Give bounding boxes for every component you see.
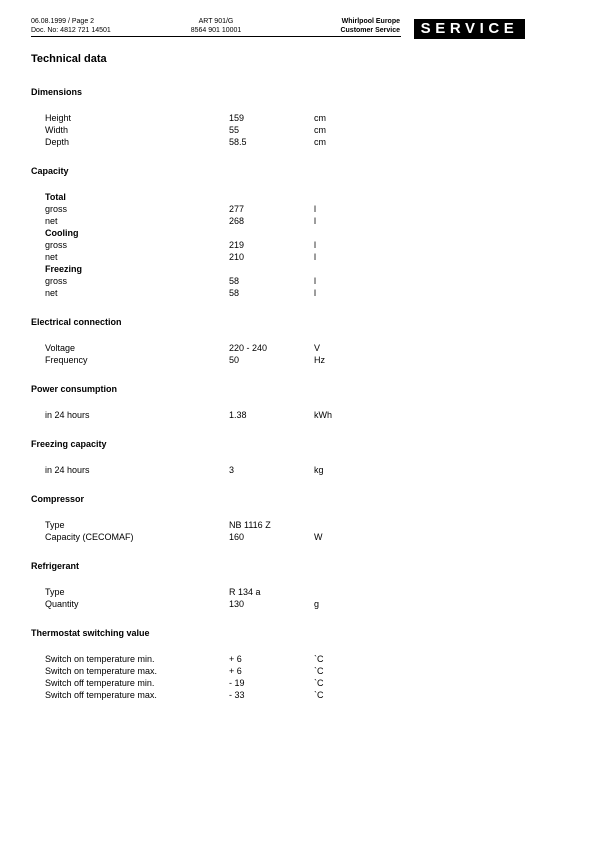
spec-row (0, 653, 595, 665)
spec-value: 58.5 (229, 137, 247, 147)
service-badge: SERVICE (414, 19, 525, 39)
header-part-number: 8564 901 10001 (190, 27, 242, 34)
spec-value: 55 (229, 125, 240, 135)
spec-label: Switch off temperature min. (45, 678, 155, 688)
spec-label: Switch on temperature max. (45, 666, 158, 676)
spec-unit: `C (314, 654, 324, 664)
spec-label: net (45, 252, 58, 262)
spec-value: 277 (229, 204, 245, 214)
spec-label: gross (45, 240, 68, 250)
spec-value: R 134 a (229, 587, 261, 597)
spec-label: Type (45, 520, 65, 530)
spec-row (0, 586, 595, 598)
spec-value: 219 (229, 240, 245, 250)
spec-label: in 24 hours (45, 410, 90, 420)
spec-value: 210 (229, 252, 245, 262)
section-title: Electrical connection (31, 317, 122, 327)
spec-row (0, 409, 595, 421)
spec-unit: V (314, 343, 321, 353)
spec-value: 160 (229, 532, 245, 542)
spec-label: Height (45, 113, 72, 123)
spec-value: - 33 (229, 690, 245, 700)
spec-unit: l (314, 252, 316, 262)
header-right (300, 17, 400, 35)
header-left (31, 17, 111, 35)
spec-label: Width (45, 125, 69, 135)
spec-unit: l (314, 288, 316, 298)
spec-unit: W (314, 532, 323, 542)
header-divider (31, 36, 401, 37)
header-doc-number: Doc. No: 4812 721 14501 (31, 27, 111, 34)
spec-unit: l (314, 276, 316, 286)
spec-value: - 19 (229, 678, 245, 688)
page-title: Technical data (31, 53, 107, 65)
spec-row (0, 112, 595, 124)
spec-label: Total (45, 192, 66, 202)
spec-label: Capacity (CECOMAF) (45, 532, 134, 542)
spec-value: 268 (229, 216, 245, 226)
spec-value: + 6 (229, 666, 242, 676)
spec-label: gross (45, 204, 68, 214)
spec-row (0, 239, 595, 251)
spec-row (0, 251, 595, 263)
spec-row (0, 342, 595, 354)
spec-row (0, 215, 595, 227)
spec-row (0, 519, 595, 531)
spec-unit: l (314, 204, 316, 214)
spec-unit: cm (314, 125, 326, 135)
section-title: Refrigerant (31, 561, 80, 571)
spec-label: Voltage (45, 343, 76, 353)
spec-unit: `C (314, 666, 324, 676)
spec-label: Depth (45, 137, 70, 147)
spec-unit: `C (314, 678, 324, 688)
spec-label: net (45, 216, 58, 226)
section-title: Dimensions (31, 87, 83, 97)
spec-row (0, 124, 595, 136)
spec-unit: cm (314, 113, 326, 123)
spec-row (0, 354, 595, 366)
spec-unit: kWh (314, 410, 332, 420)
spec-unit: g (314, 599, 320, 609)
spec-value: 58 (229, 276, 240, 286)
spec-unit: kg (314, 465, 324, 475)
spec-label: gross (45, 276, 68, 286)
section-title: Power consumption (31, 384, 118, 394)
spec-value: 3 (229, 465, 235, 475)
spec-row (0, 227, 595, 239)
section-title: Thermostat switching value (31, 628, 150, 638)
spec-row (0, 136, 595, 148)
spec-unit: `C (314, 690, 324, 700)
spec-label: in 24 hours (45, 465, 90, 475)
header-middle (186, 17, 246, 35)
spec-label: Frequency (45, 355, 88, 365)
spec-row (0, 191, 595, 203)
spec-value: 220 - 240 (229, 343, 268, 353)
spec-label: Switch on temperature min. (45, 654, 155, 664)
spec-value: 1.38 (229, 410, 247, 420)
spec-label: net (45, 288, 58, 298)
spec-value: 130 (229, 599, 245, 609)
header-model: ART 901/G (198, 18, 234, 25)
spec-value: + 6 (229, 654, 242, 664)
section-title: Capacity (31, 166, 69, 176)
header-company: Whirlpool Europe (341, 18, 400, 25)
spec-unit: l (314, 240, 316, 250)
spec-label: Switch off temperature max. (45, 690, 157, 700)
spec-row (0, 665, 595, 677)
spec-value: 58 (229, 288, 240, 298)
section-title: Freezing capacity (31, 439, 107, 449)
section-title: Compressor (31, 494, 85, 504)
spec-value: 159 (229, 113, 245, 123)
header-department: Customer Service (340, 27, 400, 34)
spec-row (0, 263, 595, 275)
spec-row (0, 598, 595, 610)
spec-row (0, 287, 595, 299)
spec-row (0, 464, 595, 476)
spec-value: NB 1116 Z (229, 520, 271, 530)
spec-value: 50 (229, 355, 240, 365)
spec-row (0, 531, 595, 543)
spec-unit: l (314, 216, 316, 226)
spec-row (0, 203, 595, 215)
header-date-page: 06.08.1999 / Page 2 (31, 18, 95, 25)
spec-row (0, 689, 595, 701)
spec-unit: cm (314, 137, 326, 147)
spec-unit: Hz (314, 355, 325, 365)
spec-label: Freezing (45, 264, 83, 274)
spec-label: Type (45, 587, 65, 597)
spec-label: Cooling (45, 228, 79, 238)
spec-row (0, 677, 595, 689)
spec-label: Quantity (45, 599, 79, 609)
spec-row (0, 275, 595, 287)
